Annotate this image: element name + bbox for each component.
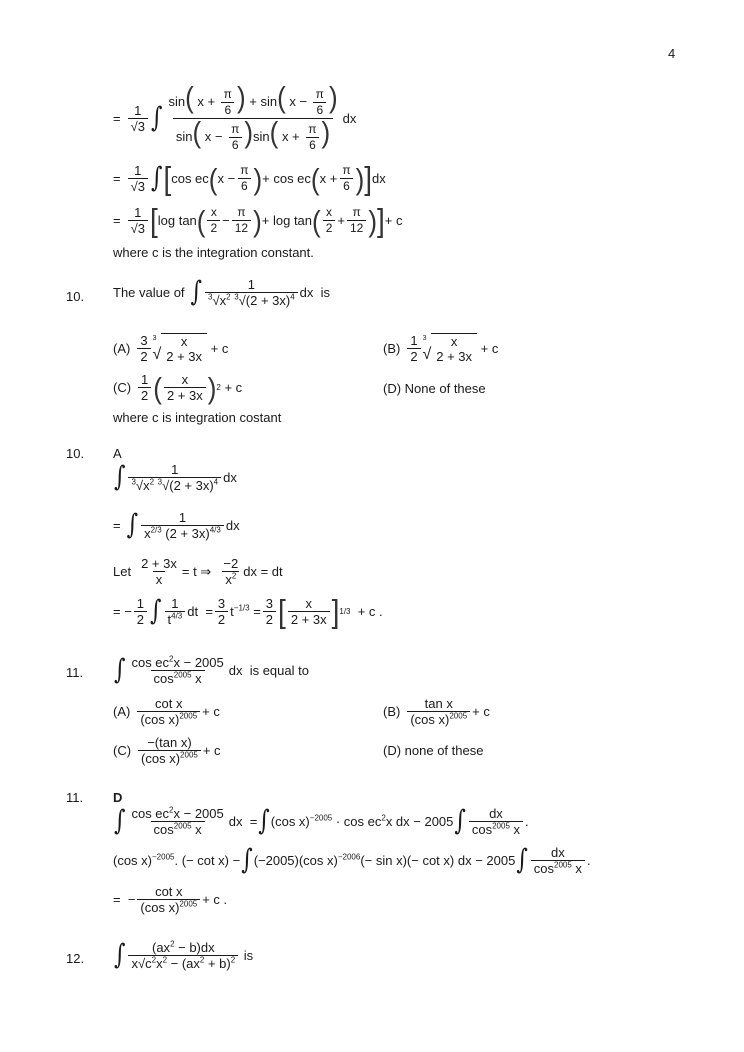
solution-11-answer: D [113,790,123,805]
prev-solution-note: where c is the integration constant. [113,245,314,260]
question-11-option-b[interactable]: (B) $\frac{\text{tan x}}{(\cos x)^{2005}}$ + c [383,696,490,727]
solution-10-number: 10. [66,446,85,461]
solution-11-step-3: = − $\frac{\text{cot x}}{(\cos x)^{2005}}$ + c . [113,884,228,915]
question-10-option-a[interactable]: (A) $\frac{3}{2}$ 3 √ x 2 + 3x + c [113,333,229,364]
prev-solution-line-2: = $\frac{1}{√3}$ ∫ [ cos ec ( x − $\frac{\pi}{6}$ ) + cos ec ( x + $\frac{\pi}{6}$ ) ] dx [113,160,386,196]
question-11-stem: ∫ $\frac{\cos ec^2x - 2005}{\cos^{2005} x}$ dx is equal to [114,654,309,686]
prev-solution-line-3: = $\frac{1}{√3}$ [ log tan ( $\frac{x}{2}$ − $\frac{\pi}{12}$ ) + log tan ( $\frac{x}{2}$ + $\frac{\pi}{12}$ ) ] + c [113,202,403,238]
question-10-stem: The value of ∫ $\frac{1}{^3√x^2 ^3√(2 + 3x)^4}$ dx is [113,276,331,308]
solution-11-step-2: (cos x)$^{-2005}$. (− cot x) − ∫ (−2005)(cos x)$^{-2006}$(− sin x)(− cot x) dx − 2005 ∫ $\frac{dx}{\cos^{2005} x}$ . [113,844,591,876]
solution-10-step-2: = ∫ $\frac{1}{x^{2/3} (2 + 3x)^{4/3}}$ dx [113,509,240,541]
question-12-stem: ∫ $\frac{(ax^2 - b)dx}{x√c^2x^2 - (ax^2 + b)^2}$ is [114,939,254,971]
question-12-number: 12. [66,951,85,966]
solution-11-step-1: ∫ $\frac{\cos ec^2x - 2005}{\cos^{2005} x}$ dx = ∫ (cos $x)^{-2005} \cdot \cos ec^2x$ dx − 2005 ∫ $\frac{dx}{\cos^{2005} x}$ . [114,805,529,837]
question-11-option-c[interactable]: (C) $\frac{\text{−(tan x)}}{(\cos x)^{2005}}$ + c [113,735,221,766]
solution-10-step-3: Let $\frac{2 + 3x}{x}$ = t ⇒ $\frac{-2}{x^2}$ dx = dt [113,556,283,587]
question-10-option-c[interactable]: (C) $\frac{1}{2}$ ( $\frac{x}{2 + 3x}$ ) 2 + c [113,370,243,405]
solution-10-answer: A [113,446,122,461]
page-number: 4 [668,46,676,61]
solution-10-step-1: ∫ $\frac{1}{^3√x^2 ^3√(2 + 3x)^4}$ dx [114,461,237,493]
solution-10-step-4: = − $\frac{1}{2}$ ∫ $\frac{1}{t^{4/3}}$ dt = $\frac{3}{2}$ $t^{-1/3}$ = $\frac{3}{2}$ [ $\frac{x}{2 + 3x}$ ] 1/3 + c . [113,593,383,629]
question-11-option-d[interactable]: (D) none of these [383,743,484,758]
prev-solution-line-1: = $\frac{1}{√3}$ ∫ sin( x + $\frac{\pi}{6}$ ) + sin( x − $\frac{\pi}{6}$ ) sin( x − $\frac{\pi}{6}$ )sin( x + $\frac{\pi}{6}$ ) dx [113,79,357,153]
question-10-number: 10. [66,289,85,304]
question-10-note: where c is integration costant [113,410,282,425]
question-11-number: 11. [66,665,84,680]
question-10-option-d[interactable]: (D) None of these [383,381,486,396]
question-11-option-a[interactable]: (A) $\frac{\text{cot x}}{(\cos x)^{2005}}$ + c [113,696,220,727]
solution-11-number: 11. [66,790,84,805]
question-10-option-b[interactable]: (B) $\frac{1}{2}$ 3 √ x 2 + 3x + c [383,333,499,364]
